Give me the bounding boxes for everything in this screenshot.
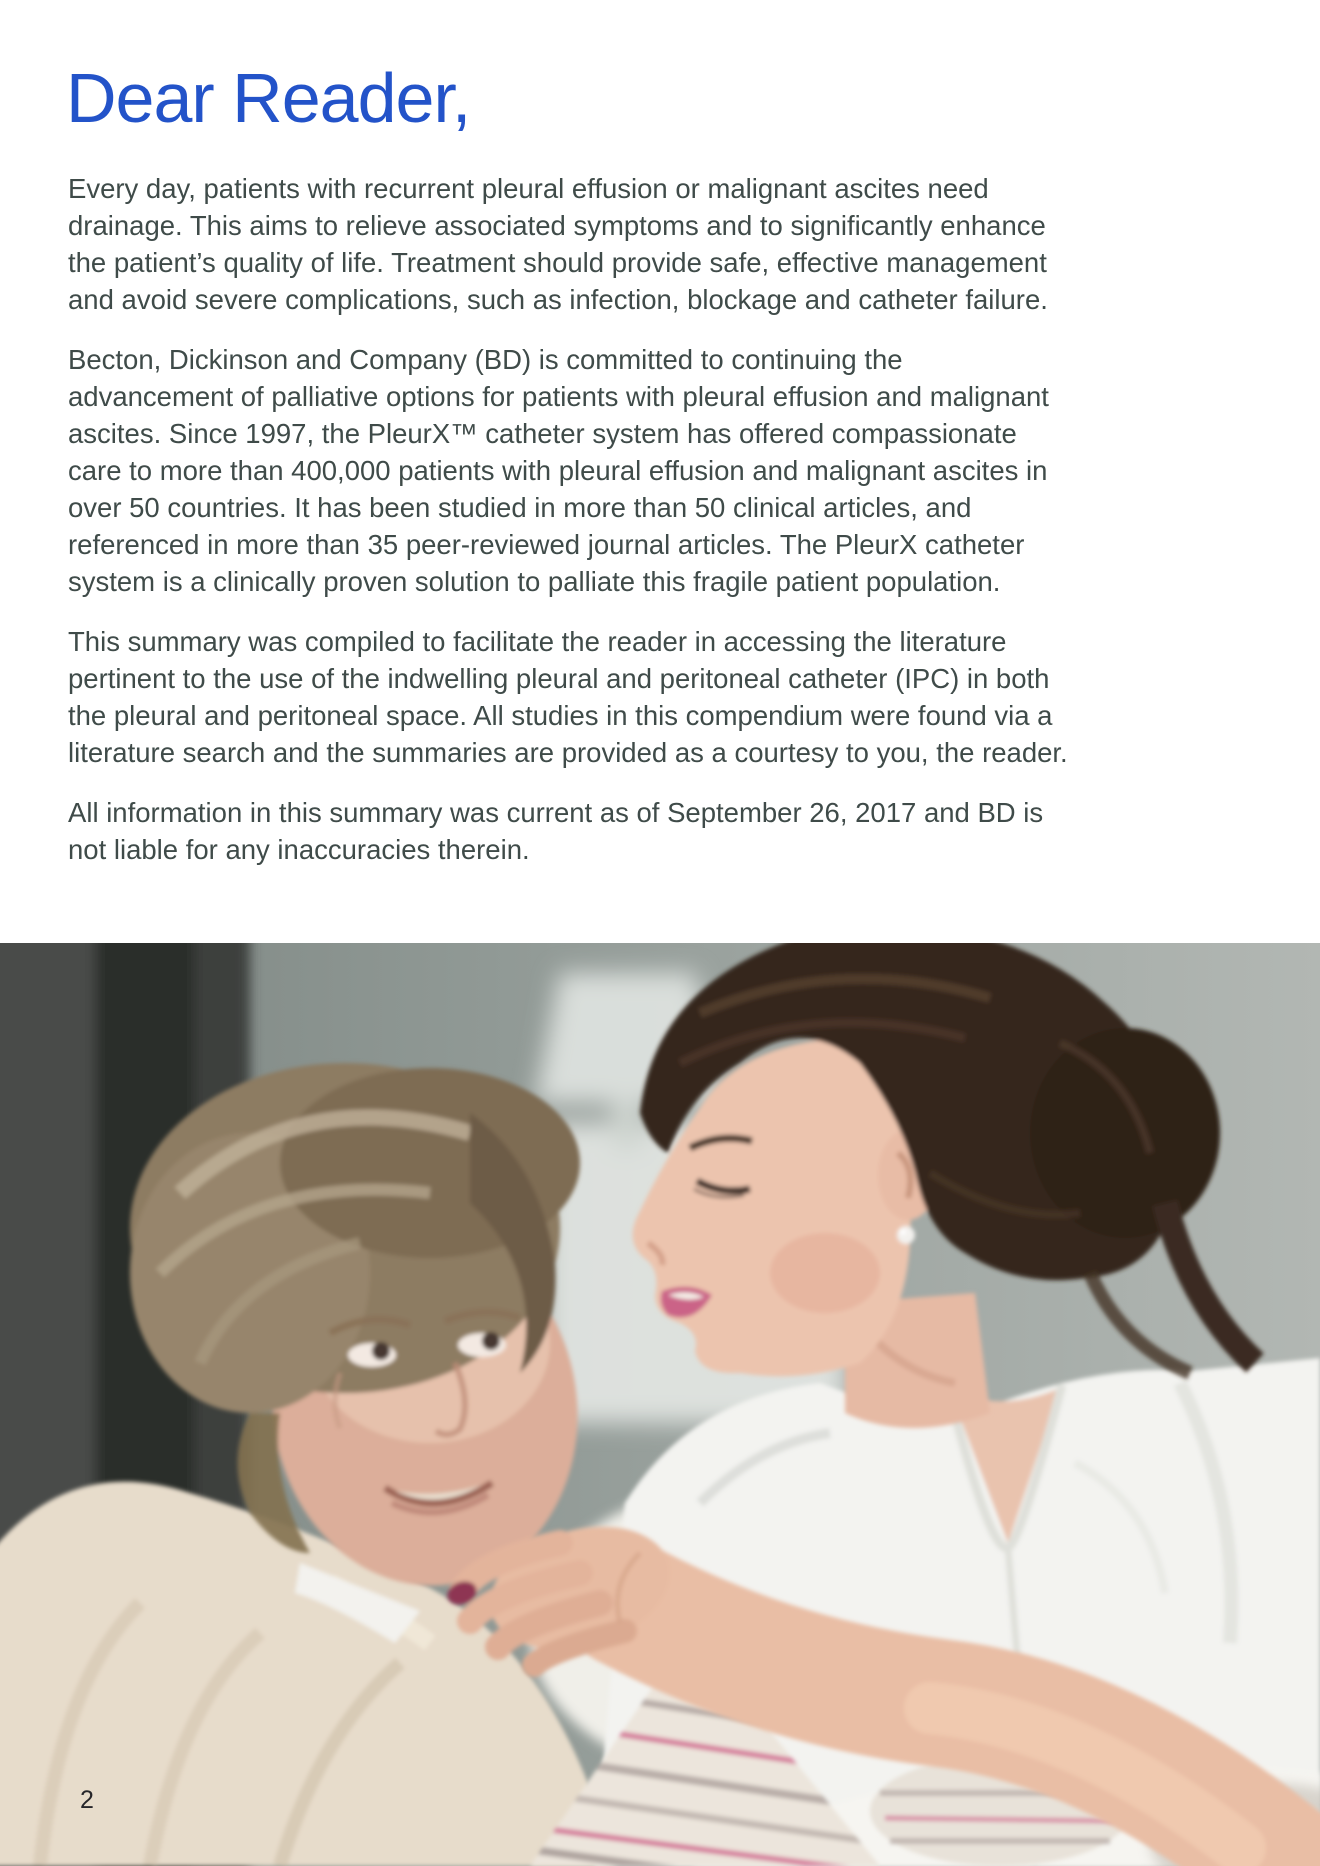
paragraph-intro: Every day, patients with recurrent pleural effusion or malignant ascites need drainage. This aims to relieve associated symptoms and to significantly enhance the patient’s quality of life. Treatment should provide safe, effective management and avoid severe complications, such as infection, blockage and catheter failure. xyxy=(68,173,1048,315)
body-copy xyxy=(68,170,1068,891)
page-title: Dear Reader, xyxy=(66,59,471,137)
patient-and-nurse-photo xyxy=(0,943,1320,1866)
paragraph-summary-purpose: This summary was compiled to facilitate the reader in accessing the literature pertinent to the use of the indwelling pleural and peritoneal catheter (IPC) in both the pleural and peritoneal space. All studies in this compendium were found via a literature search and the summaries are provided as a courtesy to you, the reader. xyxy=(68,626,1068,768)
paragraph-disclaimer: All information in this summary was current as of September 26, 2017 and BD is not liable for any inaccuracies therein. xyxy=(68,797,1044,865)
paragraph-bd-commitment: Becton, Dickinson and Company (BD) is committed to continuing the advancement of palliative options for patients with pleural effusion and malignant ascites. Since 1997, the PleurX™ catheter system has offered compassionate care to more than 400,000 patients with pleural effusion and malignant ascites in over 50 countries. It has been studied in more than 50 clinical articles, and referenced in more than 35 peer-reviewed journal articles. The PleurX catheter system is a clinically proven solution to palliate this fragile patient population. xyxy=(68,344,1049,597)
page-number: 2 xyxy=(80,1786,94,1814)
